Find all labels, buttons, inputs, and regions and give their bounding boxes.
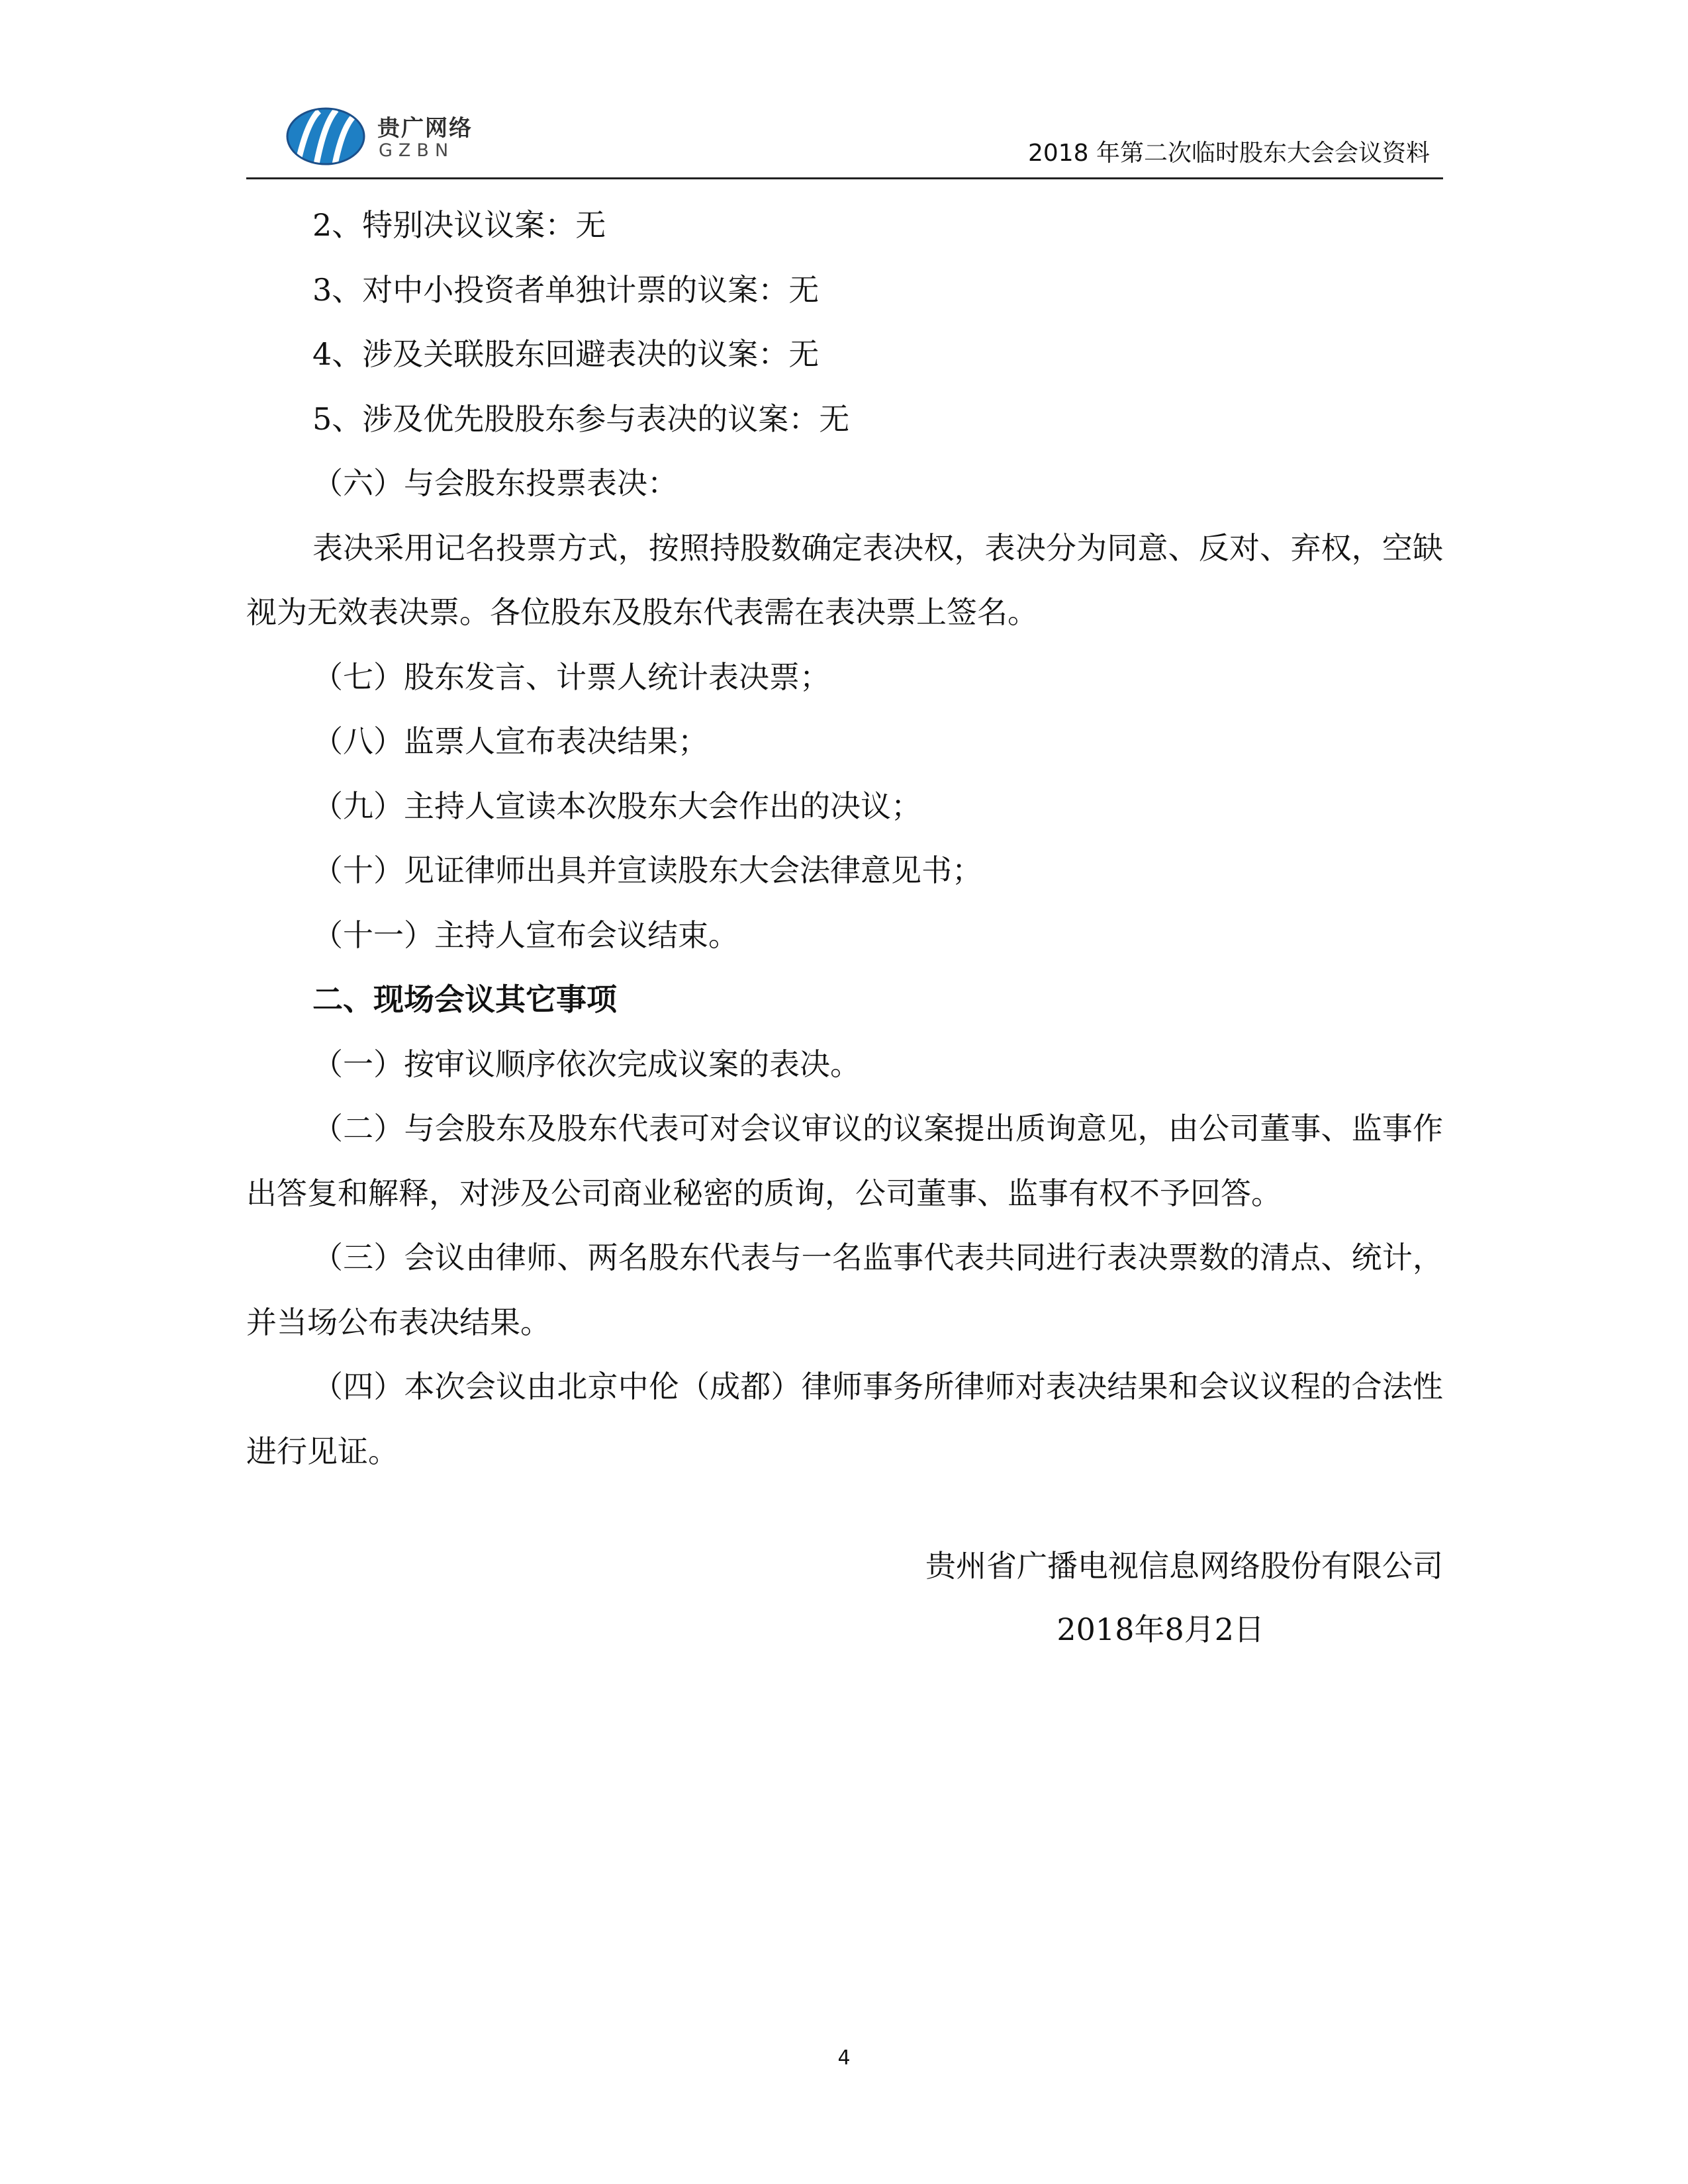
paragraph: 2、特别决议议案：无: [312, 207, 606, 243]
gzbn-logo-icon: [286, 106, 368, 167]
signature-block: [847, 1534, 1443, 1661]
page-header: [246, 99, 1443, 179]
page-number: 4: [837, 2046, 851, 2070]
section-heading: 二、现场会议其它事项: [312, 981, 617, 1017]
paragraph: 表决采用记名投票方式，按照持股数确定表决权，表决分为同意、反对、弃权，空缺视为无效表决票。各位股东及股东代表需在表决票上签名。: [246, 529, 1443, 630]
logo-chinese-name: 贵广网络: [377, 115, 473, 142]
document-title: 2018 年第二次临时股东大会会议资料: [1027, 140, 1430, 167]
paragraph: （一）按审议顺序依次完成议案的表决。: [312, 1046, 861, 1082]
company-logo: [286, 103, 564, 169]
paragraph: （四）本次会议由北京中伦（成都）律师事务所律师对表决结果和会议议程的合法性进行见证。: [246, 1369, 1443, 1469]
paragraph: 3、对中小投资者单独计票的议案：无: [312, 271, 820, 308]
paragraph: （六）与会股东投票表决：: [312, 465, 678, 501]
logo-english-name: GZBN: [379, 140, 455, 161]
paragraph: （九）主持人宣读本次股东大会作出的决议；: [312, 788, 921, 824]
paragraph: （七）股东发言、计票人统计表决票；: [312, 659, 830, 695]
signature-company: 贵州省广播电视信息网络股份有限公司: [925, 1548, 1443, 1584]
paragraph: （二）与会股东及股东代表可对会议审议的议案提出质询意见，由公司董事、监事作出答复和解释，对涉及公司商业秘密的质询，公司董事、监事有权不予回答。: [246, 1111, 1443, 1211]
paragraph: （三）会议由律师、两名股东代表与一名监事代表共同进行表决票数的清点、统计，并当场公布表决结果。: [246, 1240, 1443, 1340]
signature-date: 2018年8月2日: [1056, 1612, 1264, 1647]
paragraph: （十）见证律师出具并宣读股东大会法律意见书；: [312, 852, 982, 888]
paragraph: （十一）主持人宣布会议结束。: [312, 917, 739, 953]
paragraph: 4、涉及关联股东回避表决的议案：无: [312, 336, 820, 372]
paragraph: （八）监票人宣布表决结果；: [312, 723, 708, 759]
document-body: [246, 193, 1443, 1484]
paragraph: 5、涉及优先股股东参与表决的议案：无: [312, 400, 850, 437]
